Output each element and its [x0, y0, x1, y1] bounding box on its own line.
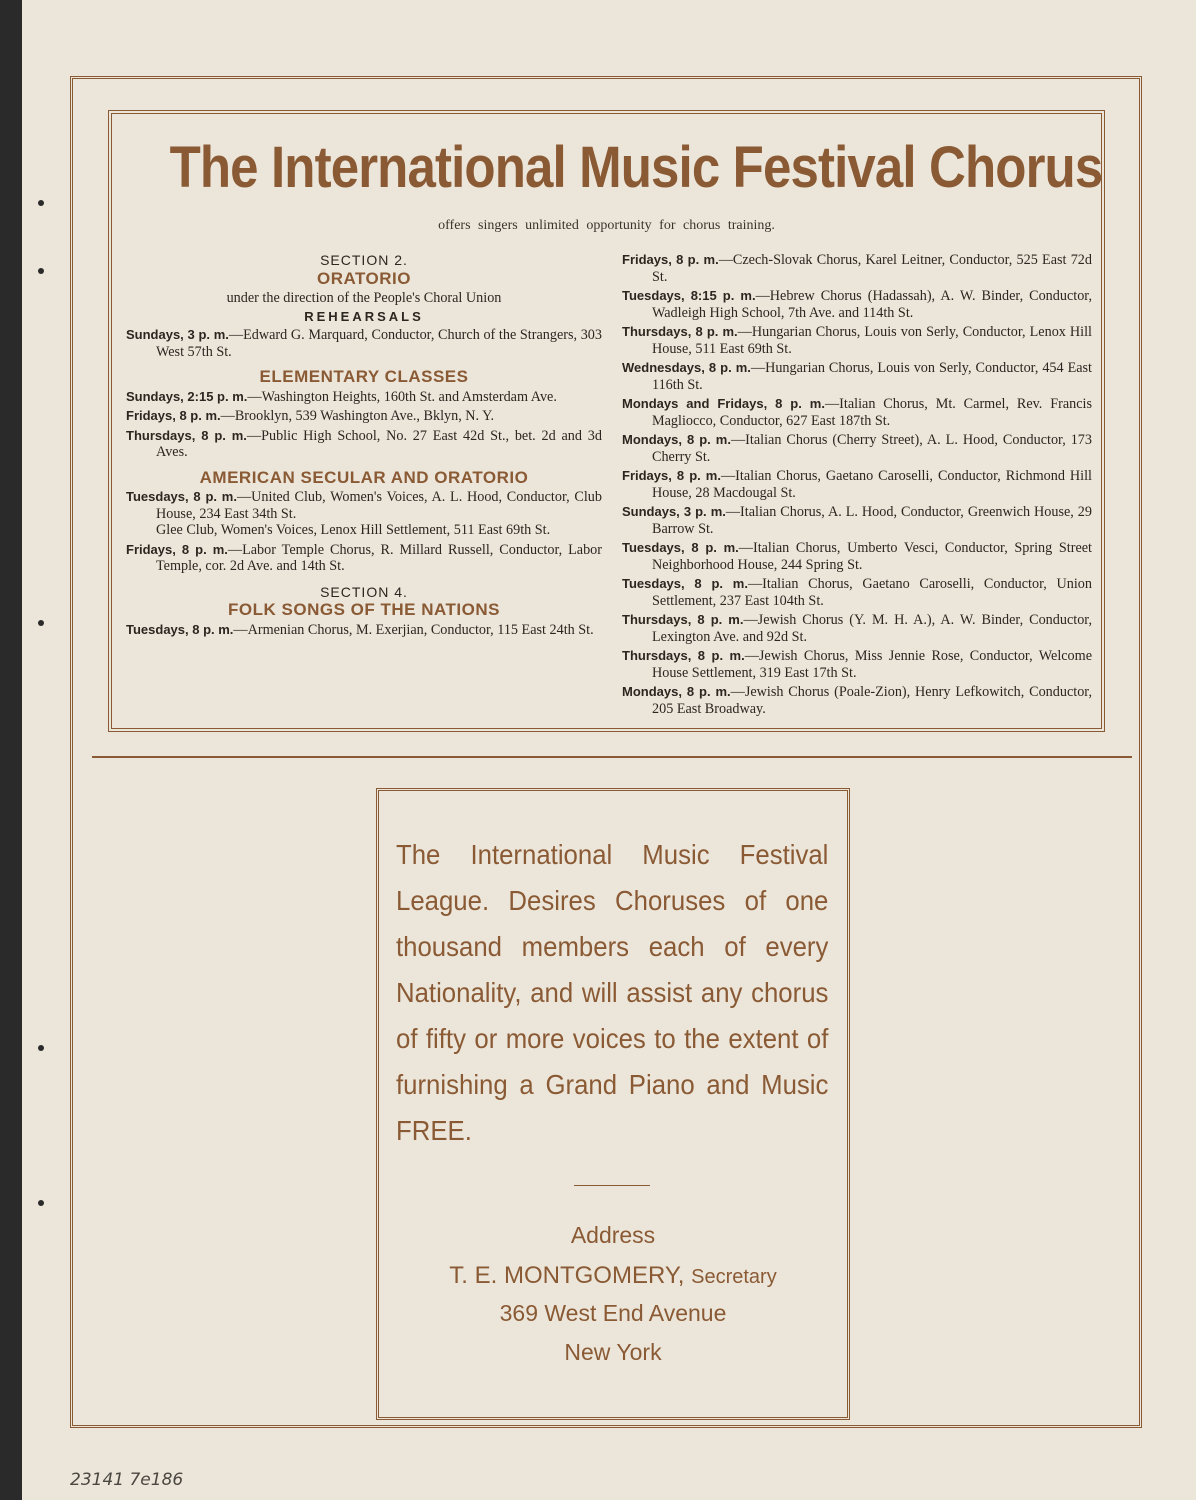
schedule-entry: Tuesdays, 8:15 p. m.—Hebrew Chorus (Hadassah), A. W. Binder, Conductor, Wadleigh High School, 7th Ave. and 114th St.: [622, 288, 1092, 321]
secretary-line: [376, 1262, 850, 1290]
call-number: 23141 7e186: [70, 1470, 184, 1490]
section-label: SECTION 4.: [320, 583, 408, 600]
binding-hole: [38, 200, 44, 206]
secretary-role: Secretary: [691, 1266, 777, 1288]
schedule-entry: Sundays, 3 p. m.—Italian Chorus, A. L. Hood, Conductor, Greenwich House, 29 Barrow St.: [622, 504, 1092, 537]
schedule-entry: Tuesdays, 8 p. m.—United Club, Women's Voices, A. L. Hood, Conductor, Club House, 234 East 34th St.: [126, 489, 602, 522]
section-heading: AMERICAN SECULAR AND ORATORIO: [199, 467, 529, 487]
schedule-entry: Tuesdays, 8 p. m.—Armenian Chorus, M. Exerjian, Conductor, 115 East 24th St.: [126, 621, 594, 638]
street-address: 369 West End Avenue: [499, 1300, 727, 1326]
page-title: The International Music Festival Chorus: [169, 135, 1103, 200]
schedule-entry: Sundays, 3 p. m.—Edward G. Marquard, Conductor, Church of the Strangers, 303 West 57th St.: [126, 327, 602, 360]
schedule-entry: Sundays, 2:15 p. m.—Washington Heights, 160th St. and Amsterdam Ave.: [126, 388, 557, 405]
section-heading: ORATORIO: [316, 268, 412, 288]
left-column: [126, 252, 602, 641]
schedule-entry: Tuesdays, 8 p. m.—Italian Chorus, Gaetano Caroselli, Conductor, Union Settlement, 237 East 104th St.: [622, 576, 1092, 609]
schedule-entry: Mondays, 8 p. m.—Jewish Chorus (Poale-Zion), Henry Lefkowitch, Conductor, 205 East Broadway.: [622, 684, 1092, 717]
city: New York: [564, 1339, 662, 1365]
binding-hole: [38, 1200, 44, 1206]
binding-hole: [38, 620, 44, 626]
page-subtitle: offers singers unlimited opportunity for chorus training.: [438, 218, 775, 233]
schedule-entry: Thursdays, 8 p. m.—Public High School, No. 27 East 42d St., bet. 2d and 3d Aves.: [126, 427, 602, 460]
schedule-entry: Fridays, 8 p. m.—Brooklyn, 539 Washington Ave., Bklyn, N. Y.: [126, 408, 495, 424]
schedule-entry: Mondays, 8 p. m.—Italian Chorus (Cherry Street), A. L. Hood, Conductor, 173 Cherry St.: [622, 432, 1092, 465]
secretary-name: T. E. MONTGOMERY,: [449, 1262, 685, 1289]
section-heading: ELEMENTARY CLASSES: [259, 367, 469, 386]
schedule-entry: Fridays, 8 p. m.—Czech-Slovak Chorus, Karel Leitner, Conductor, 525 East 72d St.: [622, 252, 1092, 285]
schedule-entry: Tuesdays, 8 p. m.—Italian Chorus, Umberto Vesci, Conductor, Spring Street Neighborhood House, 244 Spring St.: [622, 540, 1092, 573]
schedule-entry: Glee Club, Women's Voices, Lenox Hill Settlement, 511 East 69th St.: [156, 522, 551, 538]
binding-hole: [38, 268, 44, 274]
schedule-entry: Thursdays, 8 p. m.—Jewish Chorus, Miss Jennie Rose, Conductor, Welcome House Settlement, 319 East 17th St.: [622, 648, 1092, 681]
section-divider: [92, 756, 1132, 758]
schedule-entry: Mondays and Fridays, 8 p. m.—Italian Chorus, Mt. Carmel, Rev. Francis Magliocco, Conductor, 627 East 187th St.: [622, 396, 1092, 429]
rehearsals-heading: REHEARSALS: [304, 308, 424, 324]
schedule-entry: Thursdays, 8 p. m.—Jewish Chorus (Y. M. H. A.), A. W. Binder, Conductor, Lexington Ave. and 92d St.: [622, 612, 1092, 645]
schedule-entry: Fridays, 8 p. m.—Italian Chorus, Gaetano Caroselli, Conductor, Richmond Hill House, 28 Macdougal St.: [622, 468, 1092, 501]
section-label: SECTION 2.: [320, 252, 408, 268]
schedule-entry: Fridays, 8 p. m.—Labor Temple Chorus, R. Millard Russell, Conductor, Labor Temple, cor. 2d Ave. and 14th St.: [126, 541, 602, 574]
section-heading: FOLK SONGS OF THE NATIONS: [228, 600, 500, 619]
binding-hole: [38, 1045, 44, 1051]
ad-rule: [574, 1185, 650, 1186]
schedule-entry: Thursdays, 8 p. m.—Hungarian Chorus, Louis von Serly, Conductor, Lenox Hill House, 511 East 69th St.: [622, 324, 1092, 357]
league-ad-text: The International Music Festival League. Desires Choruses of one thousand members each of every Nationality, and will assist any chorus of fifty or more voices to the extent of furnishing a Grand Piano and Music FREE.: [396, 839, 829, 1146]
section-subheading: under the direction of the People's Choral Union: [226, 290, 502, 306]
address-label: Address: [570, 1222, 656, 1248]
right-column: [622, 252, 1092, 720]
schedule-entry: Wednesdays, 8 p. m.—Hungarian Chorus, Louis von Serly, Conductor, 454 East 116th St.: [622, 360, 1092, 393]
